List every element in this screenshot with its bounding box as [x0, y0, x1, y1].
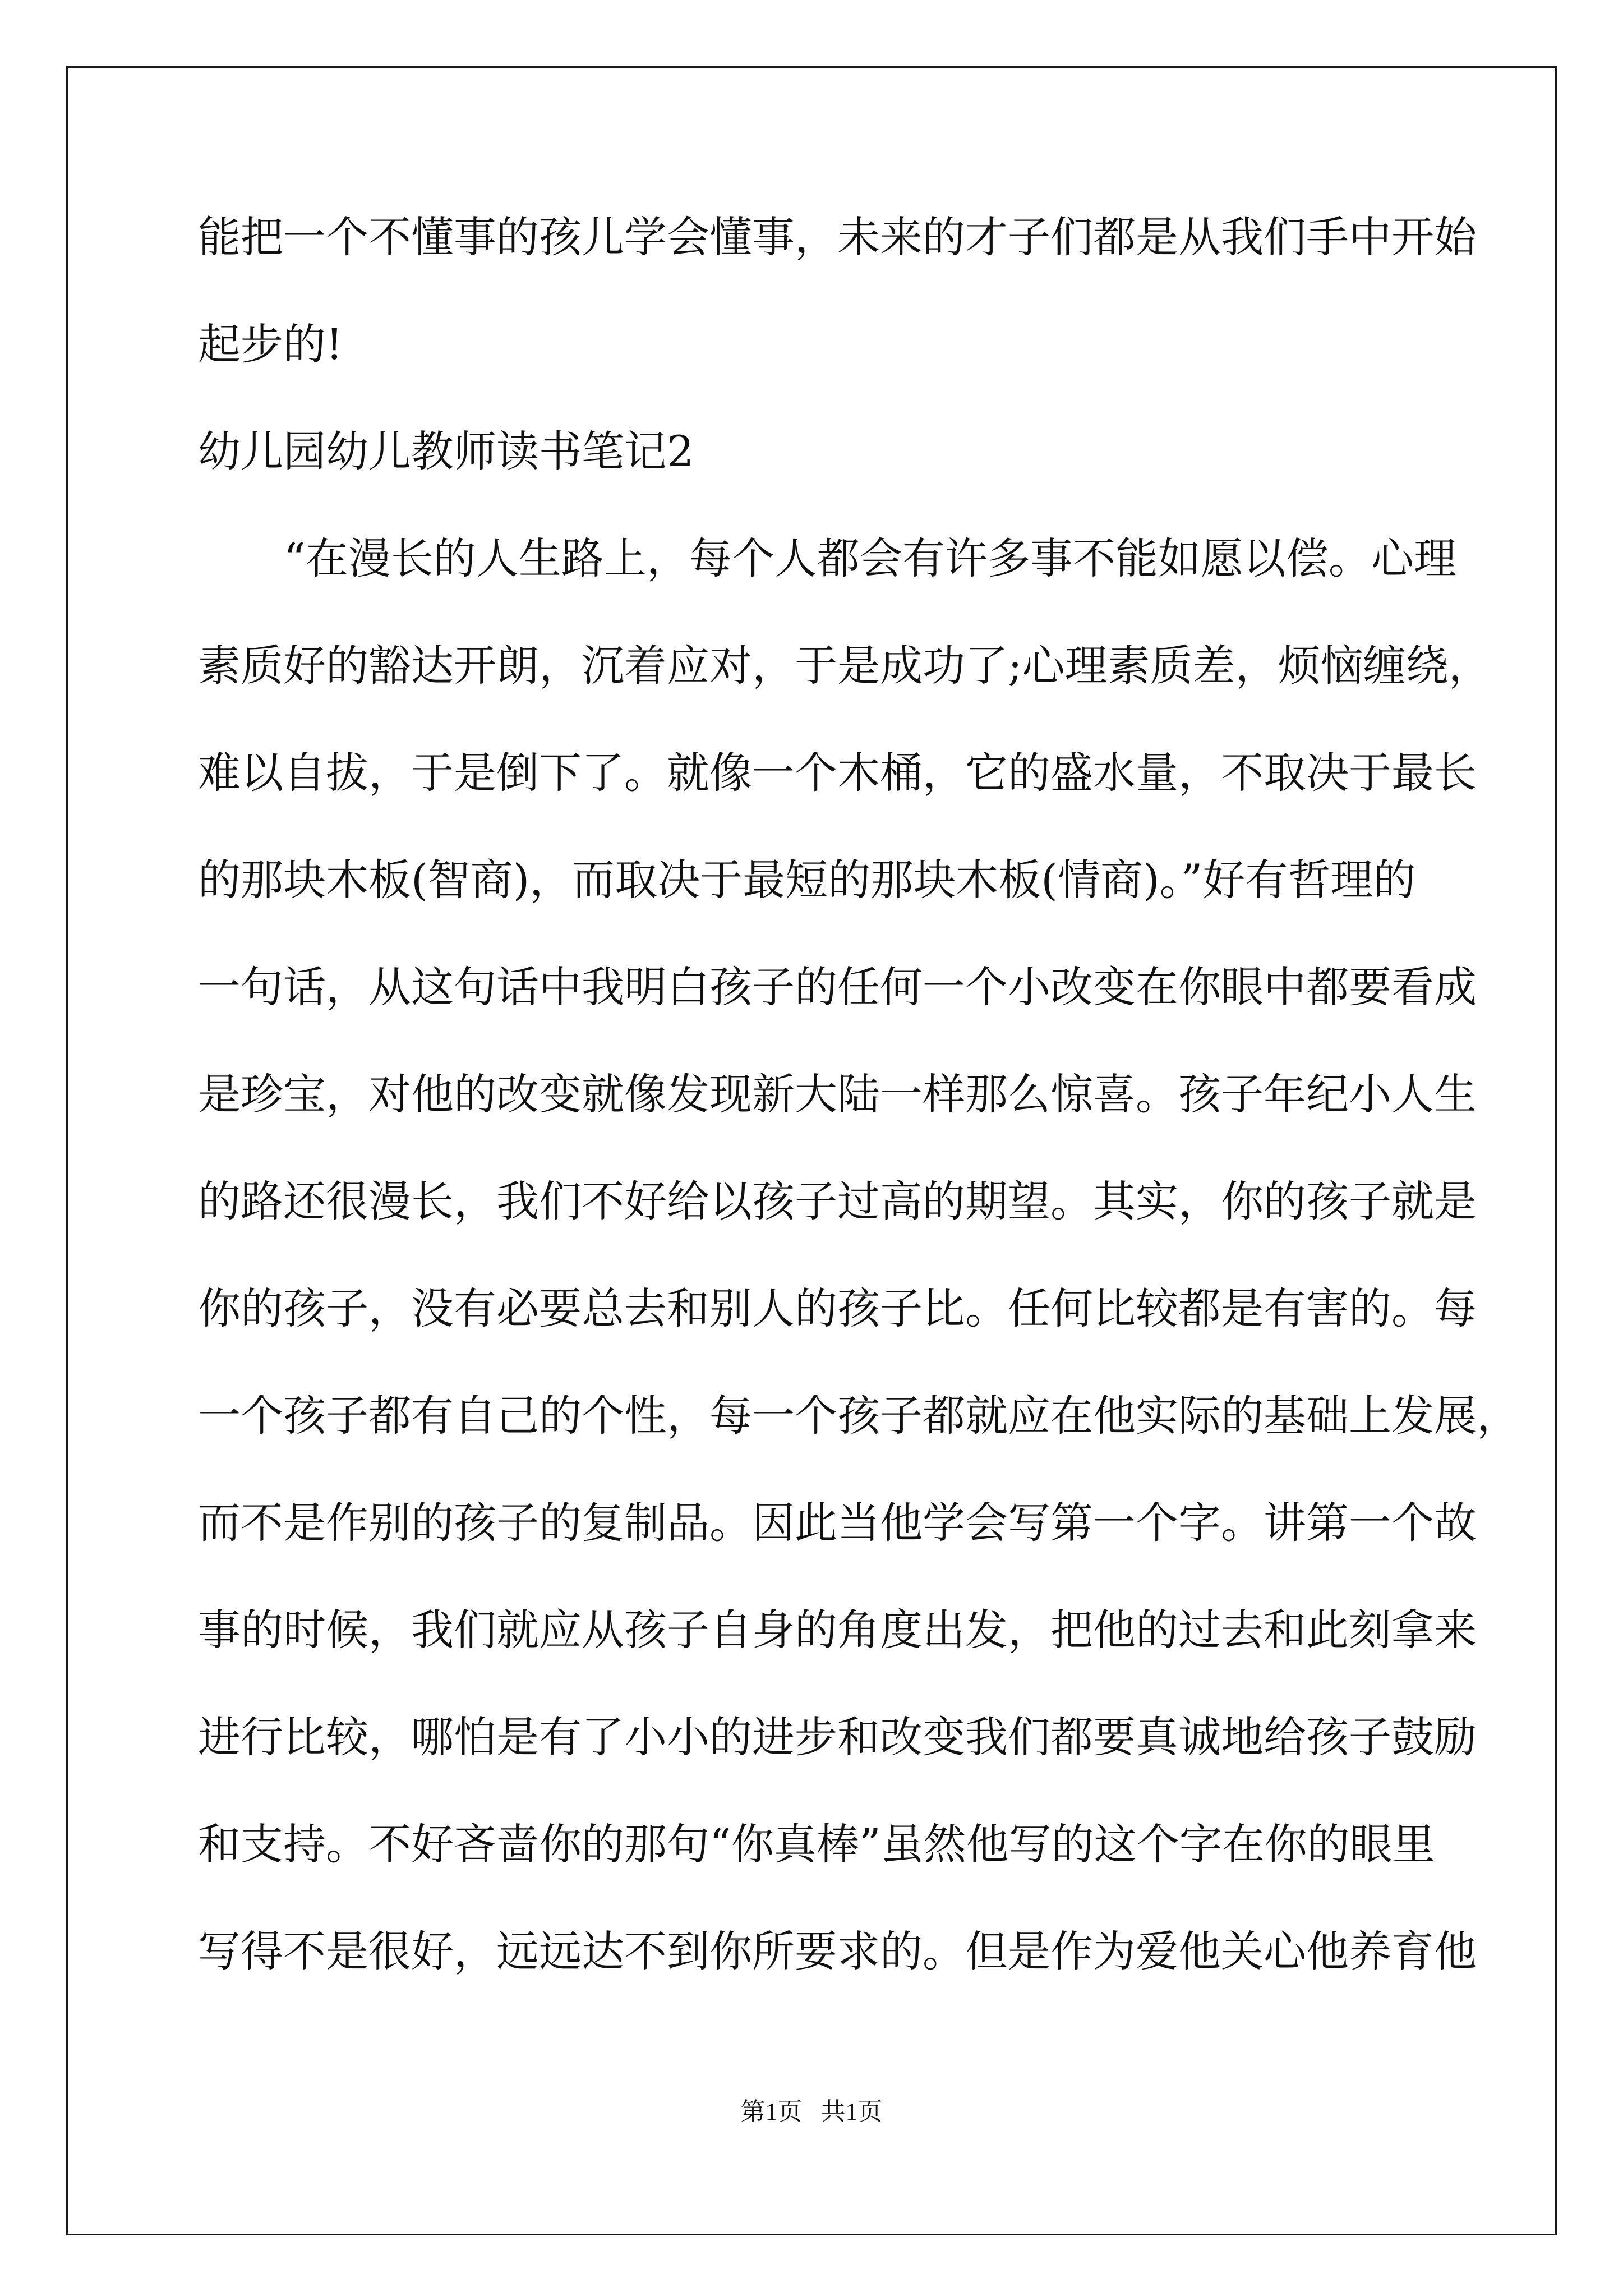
paragraph-line-16: 写得不是很好，远远达不到你所要求的。但是作为爱他关心他养育他: [198, 1926, 1477, 1976]
paragraph-line-10: 你的孩子，没有必要总去和别人的孩子比。任何比较都是有害的。每: [198, 1283, 1477, 1333]
paragraph-line-11: 一个孩子都有自己的个性，每一个孩子都就应在他实际的基础上发展，: [198, 1391, 1519, 1441]
section-heading: 幼儿园幼儿教师读书笔记2: [198, 426, 694, 476]
paragraph-line-7: 一句话，从这句话中我明白孩子的任何一个小改变在你眼中都要看成: [198, 962, 1477, 1012]
paragraph-line-1: 能把一个不懂事的孩儿学会懂事，未来的才子们都是从我们手中开始: [198, 212, 1477, 262]
paragraph-line-6: 的那块木板(智商)，而取决于最短的那块木板(情商)。”好有哲理的: [198, 855, 1416, 905]
paragraph-line-9: 的路还很漫长，我们不好给以孩子过高的期望。其实，你的孩子就是: [198, 1176, 1477, 1226]
paragraph-line-14: 进行比较，哪怕是有了小小的进步和改变我们都要真诚地给孩子鼓励: [198, 1712, 1477, 1762]
paragraph-line-5: 难以自拔，于是倒下了。就像一个木桶，它的盛水量，不取决于最长: [198, 748, 1477, 798]
paragraph-line-2: 起步的!: [198, 319, 343, 369]
paragraph-line-3: “在漫长的人生路上，每个人都会有许多事不能如愿以偿。心理: [284, 533, 1456, 583]
paragraph-line-8: 是珍宝，对他的改变就像发现新大陆一样那么惊喜。孩子年纪小人生: [198, 1069, 1477, 1119]
page-frame: [66, 66, 1557, 2235]
paragraph-line-15: 和支持。不好吝啬你的那句“你真棒”虽然他写的这个字在你的眼里: [198, 1819, 1435, 1869]
page-number-footer: 第1页 共1页: [740, 2098, 883, 2125]
paragraph-line-4: 素质好的豁达开朗，沉着应对，于是成功了;心理素质差，烦恼缠绕，: [198, 641, 1491, 691]
paragraph-line-12: 而不是作别的孩子的复制品。因此当他学会写第一个字。讲第一个故: [198, 1498, 1477, 1548]
paragraph-line-13: 事的时候，我们就应从孩子自身的角度出发，把他的过去和此刻拿来: [198, 1605, 1477, 1655]
